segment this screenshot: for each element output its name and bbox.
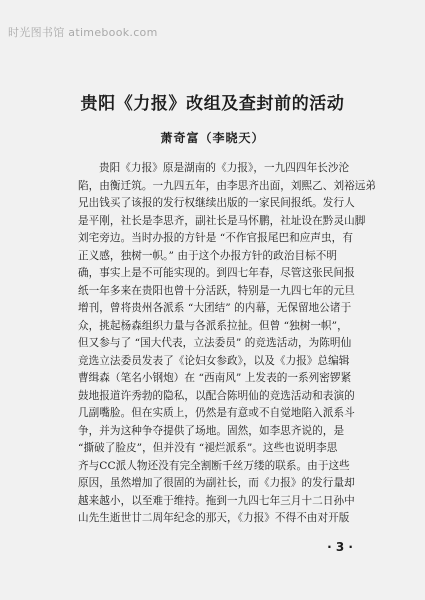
body-line: 齐与CC派人物还没有完全割断千丝万缕的联系。由于这些	[78, 459, 350, 472]
body-line: 几副嘴脸。但在实质上，仍然是有意或不自觉地陷入派系斗	[78, 407, 355, 419]
body-line: 竞选立法委员发表了《论妇女参政》，以及《力报》总编辑	[78, 354, 350, 367]
watermark: 时光图书馆 atimebook.com	[8, 26, 158, 39]
article-authors: 萧奇富（李晓天）	[160, 131, 265, 145]
body-line: 但又参与了 “国大代表，立法委员” 的竞选活动，为陈明仙	[78, 337, 352, 349]
page-number: · 3 ·	[327, 540, 353, 554]
body-line: 确，事实上是不可能实现的。到四七年春，尽管这张民间报	[78, 267, 355, 279]
body-line: “撕破了脸皮”，但并没有 “褪烂派系”。这些也说明李思	[78, 442, 338, 454]
body-line: 增刊，曾将贵州各派系 “大团结” 的内幕，无保留地公诸于	[78, 302, 352, 314]
body-line: 鼓地报道许秀勃的隐私，以配合陈明仙的竞选活动和表演的	[78, 389, 355, 402]
body-line: 纸一年多来在贵阳也曾十分活跃，特别是一九四七年的元旦	[78, 284, 355, 297]
article-body	[78, 160, 403, 528]
article-title: 贵阳《力报》改组及查封前的活动	[80, 94, 345, 114]
body-line: 众，挑起杨森组织力量与各派系拉扯。但曾 “独树一帜”，	[78, 319, 348, 332]
body-line: 正义感，独树一帜。” 由于这个办报方针的政治目标不明	[78, 249, 338, 262]
body-line: 陷，由衡迁筑。一九四五年，由李思齐出面，刘熙乙、刘裕远弟	[78, 179, 377, 192]
body-line: 兄出钱买了该报的发行权继续出版的一家民间报纸。发行人	[78, 197, 355, 209]
body-line: 山先生逝世廿二周年纪念的那天，《力报》不得不由对开版	[78, 512, 350, 524]
body-line: 原因，虽然增加了很固的为副社长，而《力报》的发行量却	[78, 477, 355, 489]
body-line: 争，并为这种争夺提供了场地。固然，如李思齐说的，是	[78, 424, 345, 437]
body-line: 刘宅旁边。当时办报的方针是 “不作官报尾巴和应声虫，有	[78, 232, 353, 244]
body-line: 曹缉森（笔名小钢炮）在 “西南风” 上发表的一系列密锣紧	[78, 372, 352, 384]
body-line: 越来越小，以至难于维持。拖到一九四七年三月十二日孙中	[78, 494, 355, 507]
body-line: 贵阳《力报》原是湖南的《力报》，一九四四年长沙沦	[99, 162, 350, 174]
body-line: 是平刚，社长是李思齐，副社长是马怀鹏，社址设在黔灵山脚	[78, 214, 366, 227]
